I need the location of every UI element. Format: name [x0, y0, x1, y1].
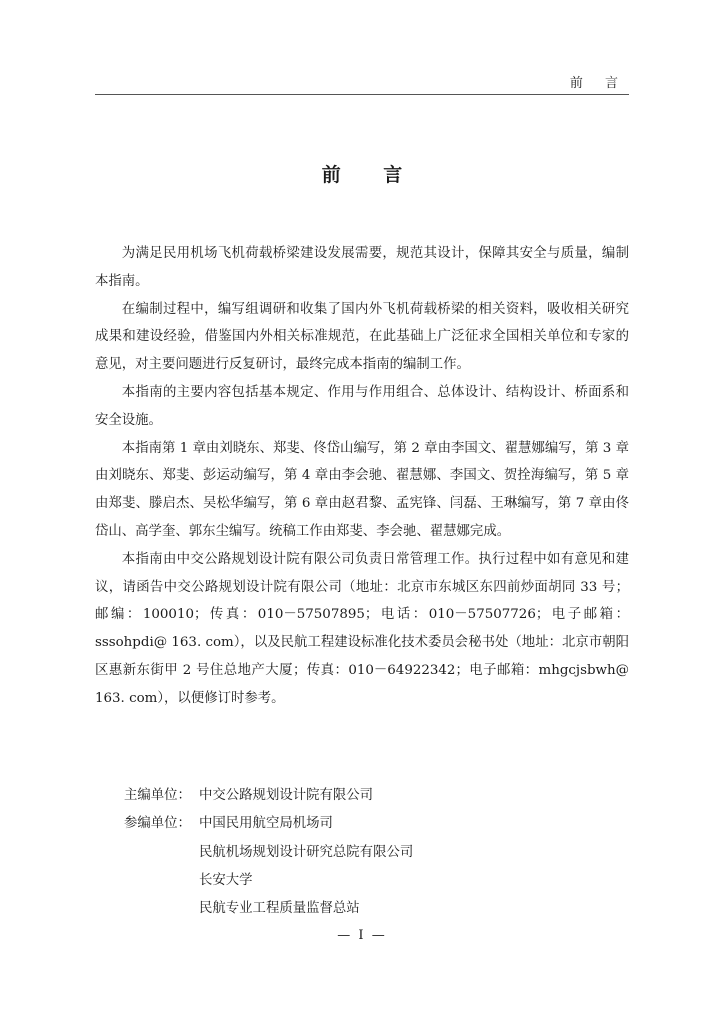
participating-units-row: [124, 810, 629, 923]
preface-body: [95, 240, 629, 713]
paragraph-contact: 本指南由中交公路规划设计院有限公司负责日常管理工作。执行过程中如有意见和建议，请函告中交公路规划设计院有限公司（地址：北京市东城区东四前炒面胡同 33 号；邮编：100010；传真：010－57507895；电话：010－57507726；电子邮箱：sssohpdi@ 163. com），以及民航工程建设标准化技术委员会秘书处（地址：北京市朝阳区惠新东街甲 2 号住总地产大厦；传真：010－64922342；电子邮箱：mhgcjsbwh@ 163. com），以便修订时参考。: [95, 551, 629, 706]
chief-editor-label: 主编单位：: [124, 788, 191, 803]
participating-unit: 中国民用航空局机场司: [199, 816, 333, 832]
paragraph-authors: 本指南第 1 章由刘晓东、郑斐、佟岱山编写，第 2 章由李国文、翟慧娜编写，第 3 章由刘晓东、郑斐、彭运动编写，第 4 章由李会驰、翟慧娜、李国文、贺拴海编写，第 5 章由郑斐、滕启杰、吴松华编写，第 6 章由赵君黎、孟宪锋、闫磊、王琳编写，第 7 章由佟岱山、高学奎、郭东尘编写。统稿工作由郑斐、李会驰、翟慧娜完成。: [95, 440, 629, 539]
participating-unit: 民航专业工程质量监督总站: [199, 901, 360, 917]
editing-units: [124, 782, 629, 923]
page-number: — I —: [337, 928, 387, 943]
chief-editor-unit: 中交公路规划设计院有限公司: [199, 788, 374, 803]
running-header: [95, 60, 629, 95]
participating-unit: 长安大学: [199, 872, 253, 888]
participating-unit: 民航机场规划设计研究总院有限公司: [199, 844, 414, 860]
paragraph-process: 在编制过程中，编写组调研和收集了国内外飞机荷载桥梁的相关资料，吸收相关研究成果和建设经验，借鉴国内外相关标准规范，在此基础上广泛征求全国相关单位和专家的意见，对主要问题进行反复研讨，最终完成本指南的编制工作。: [95, 301, 629, 373]
page-title: 前 言: [321, 164, 421, 186]
paragraph-contents: 本指南的主要内容包括基本规定、作用与作用组合、总体设计、结构设计、桥面系和安全设施。: [95, 384, 629, 428]
participating-units-label: 参编单位：: [124, 816, 191, 832]
running-title: 前 言: [569, 76, 627, 91]
paragraph-purpose: 为满足民用机场飞机荷载桥梁建设发展需要，规范其设计，保障其安全与质量，编制本指南。: [95, 246, 629, 289]
chief-editor-row: [124, 782, 629, 810]
